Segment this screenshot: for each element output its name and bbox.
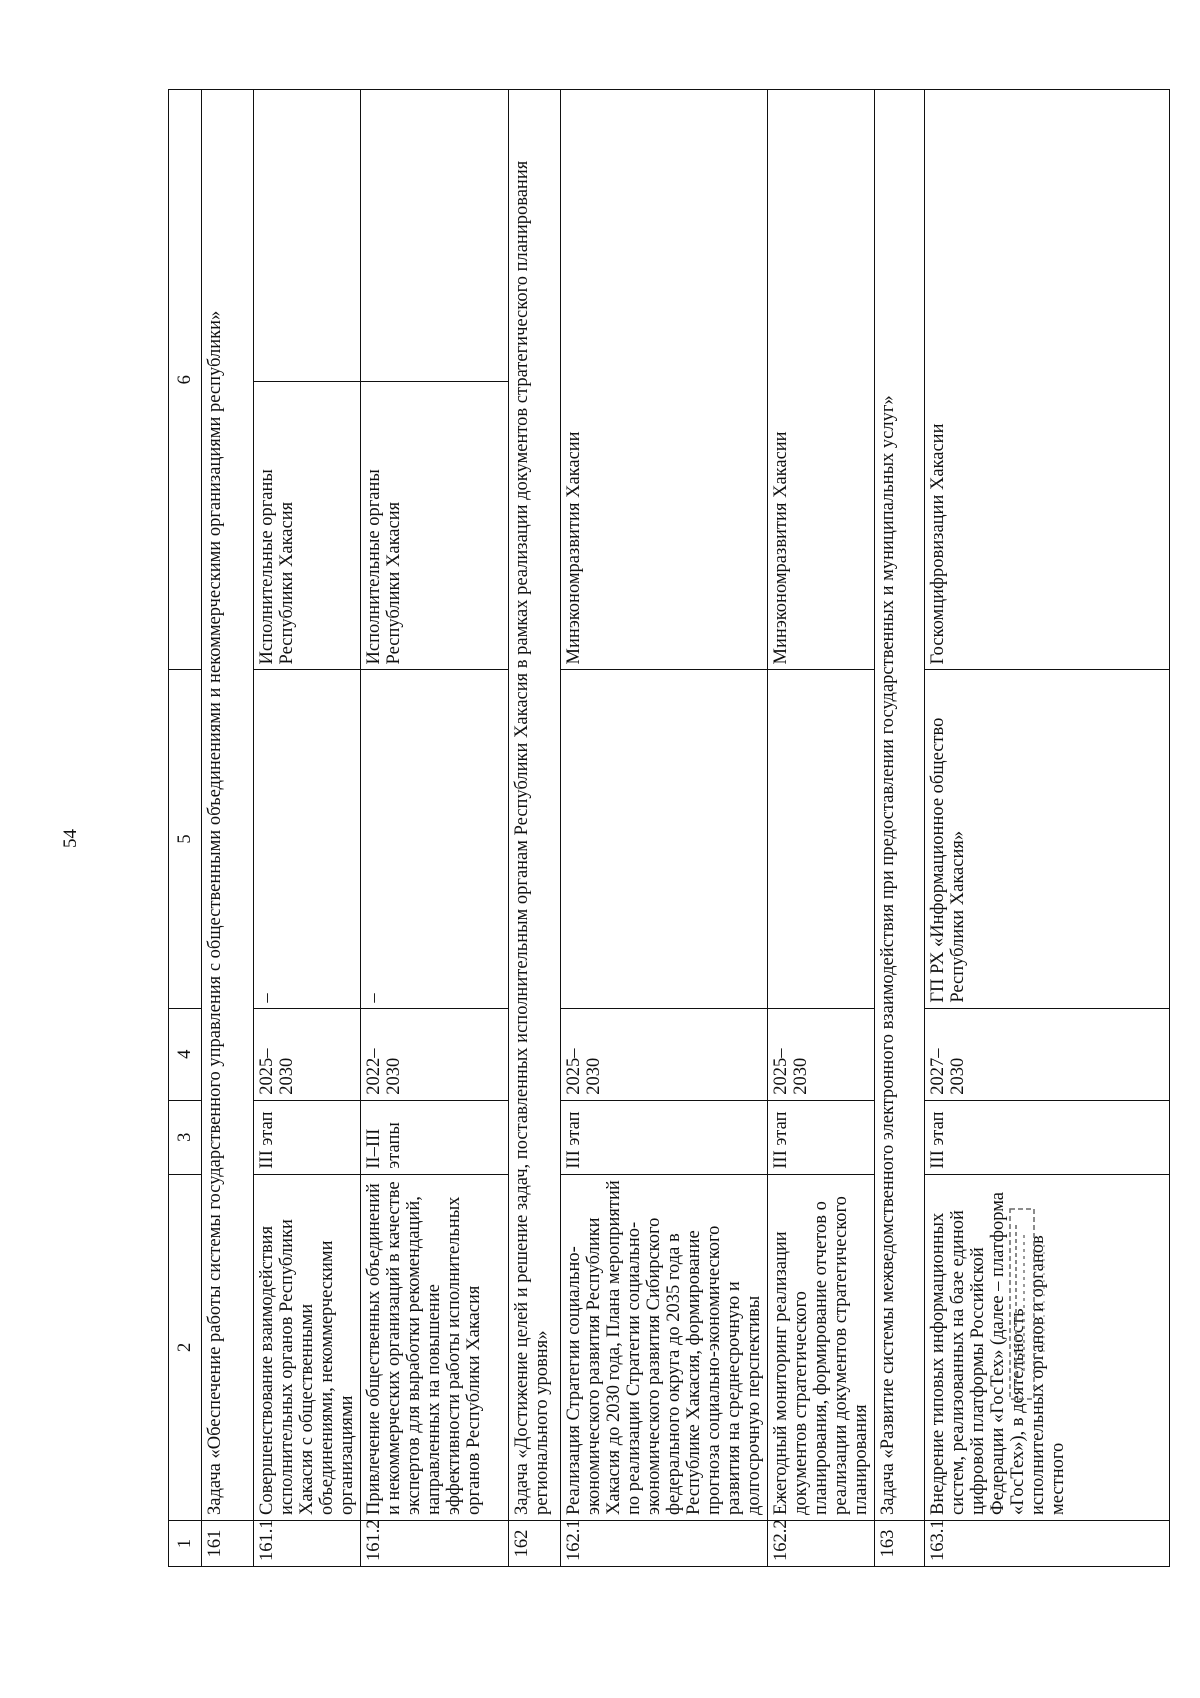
period-cell: 2025–2030 xyxy=(561,1008,768,1100)
program-cell: – xyxy=(361,670,509,1008)
executor-cell: Исполнительные органы Республики Хакасия xyxy=(254,382,361,670)
measure-text: Внедрение типовых информационных систем, реализованных на базе единой цифровой платформы Российской Федерации «ГосТех» (далее – платформа «ГосТех»), в деятельность исполнительных органов и органов местного xyxy=(925,1174,1170,1520)
stage-cell: II–III этапы xyxy=(361,1100,509,1174)
row-number: 162.2 xyxy=(768,1520,875,1566)
table-row xyxy=(561,90,768,1567)
row-number: 161 xyxy=(202,1520,254,1566)
program-cell xyxy=(561,670,768,1008)
row-number: 161.1 xyxy=(254,1520,361,1566)
row-number: 161.2 xyxy=(361,1520,509,1566)
executor-cell: Исполнительные органы Республики Хакасия xyxy=(361,382,509,670)
measure-text: Совершенствование взаимодействия исполнительных органов Республики Хакасия с общественными объединениями, некоммерческими организациями xyxy=(254,1174,361,1520)
registration-stamp xyxy=(1008,1205,1058,1405)
table-row xyxy=(361,90,509,1567)
program-cell: – xyxy=(254,670,361,1008)
period-cell: 2022–2030 xyxy=(361,1008,509,1100)
header-cell-6: 6 xyxy=(169,90,202,670)
header-cell-4: 4 xyxy=(169,1008,202,1100)
measure-text: Привлечение общественных объединений и некоммерческих организаций в качестве экспертов для выработки рекомендаций, направленных на повышение эффективности работы исполнительных органов Республики Хакасия xyxy=(361,1174,509,1520)
header-cell-3: 3 xyxy=(169,1100,202,1174)
period-cell: 2025–2030 xyxy=(254,1008,361,1100)
row-number: 163.1 xyxy=(925,1520,1170,1566)
period-cell: 2027–2030 xyxy=(925,1008,1170,1100)
header-cell-2: 2 xyxy=(169,1174,202,1520)
measure-text: Реализация Стратегии социально-экономического развития Республики Хакасия до 2030 года, Плана мероприятий по реализации Стратегии социально-экономического развития Сибирского федерального округа до 2035 года в Республике Хакасия, формирование прогноза социально-экономического развития на среднесрочную и долгосрочную перспективы xyxy=(561,1174,768,1520)
measure-text: Ежегодный мониторинг реализации документов стратегического планирования, формирование отчетов о реализации документов стратегического планирования xyxy=(768,1174,875,1520)
stage-cell: III этап xyxy=(254,1100,361,1174)
program-cell xyxy=(768,670,875,1008)
header-row xyxy=(169,90,202,1567)
task-row xyxy=(875,90,925,1567)
task-text: Задача «Обеспечение работы системы государственного управления с общественными объединениями и некоммерческими организациями республики» xyxy=(202,90,254,1521)
task-text: Задача «Развитие системы межведомственного электронного взаимодействия при предоставлении государственных и муниципальных услуг» xyxy=(875,90,925,1521)
header-cell-5: 5 xyxy=(169,670,202,1008)
executor-cell: Госкомцифровизации Хакасии xyxy=(925,90,1170,670)
row-number: 162.1 xyxy=(561,1520,768,1566)
period-cell: 2025–2030 xyxy=(768,1008,875,1100)
table-row xyxy=(254,90,361,1567)
program-cell: ГП РХ «Информационное общество Республики Хакасия» xyxy=(925,670,1170,1008)
task-row xyxy=(509,90,561,1567)
table-row xyxy=(768,90,875,1567)
row-number: 163 xyxy=(875,1520,925,1566)
executor-cell: Минэкономразвития Хакасии xyxy=(561,90,768,670)
stage-cell: III этап xyxy=(561,1100,768,1174)
executor-cell: Минэкономразвития Хакасии xyxy=(768,90,875,670)
task-row xyxy=(202,90,254,1567)
header-cell-1: 1 xyxy=(169,1520,202,1566)
empty-cell xyxy=(361,90,509,382)
page-number: 54 xyxy=(60,829,81,848)
stage-cell: III этап xyxy=(768,1100,875,1174)
task-text: Задача «Достижение целей и решение задач, поставленных исполнительным органам Республики Хакасия в рамках реализации документов стратегического планирования регионального уровня» xyxy=(509,90,561,1521)
stage-cell: III этап xyxy=(925,1100,1170,1174)
empty-cell xyxy=(254,90,361,382)
row-number: 162 xyxy=(509,1520,561,1566)
